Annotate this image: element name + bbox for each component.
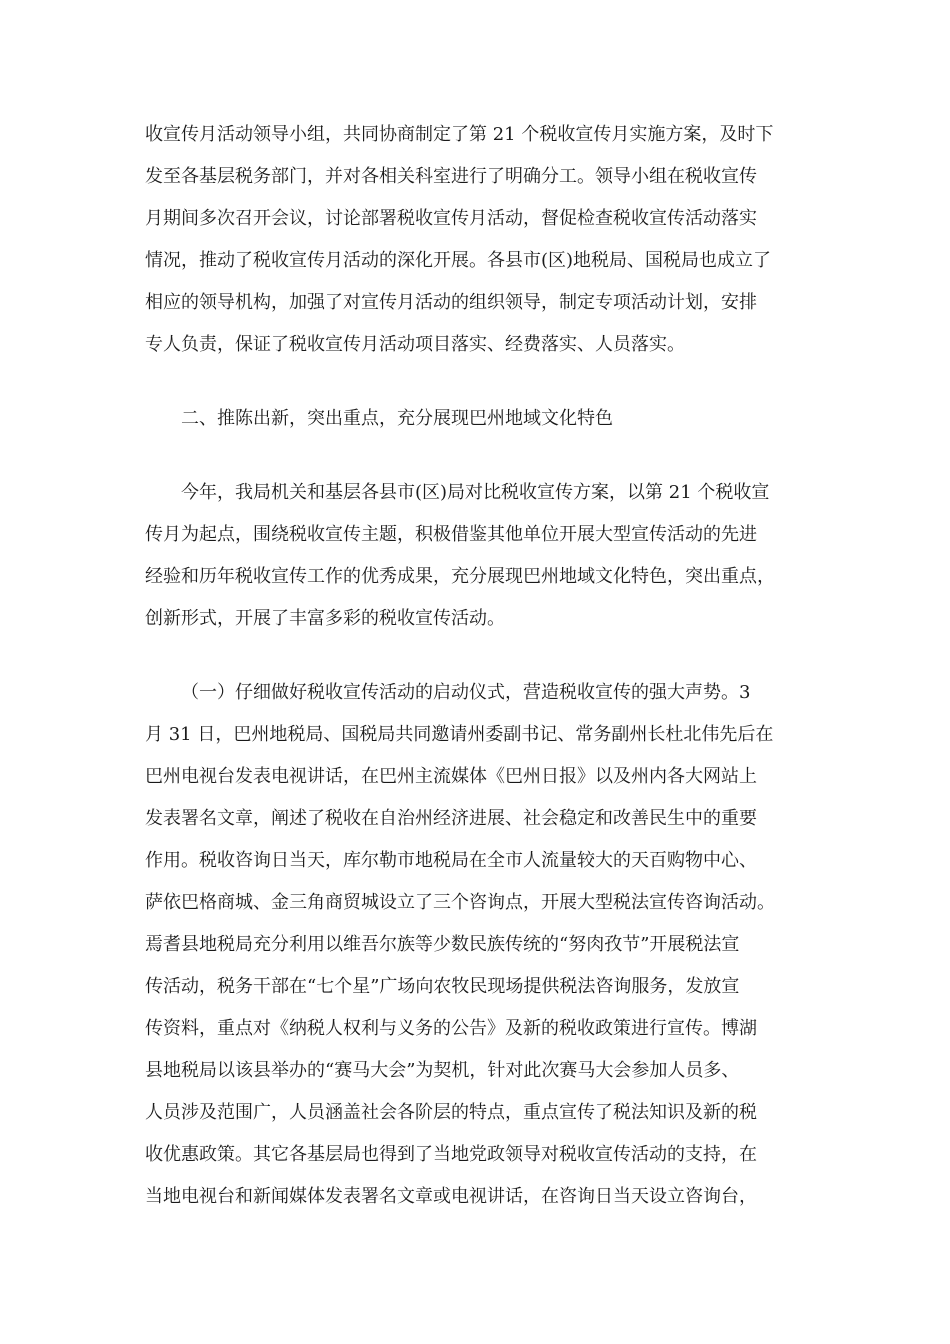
paragraph-1-line-4: 情况，推动了税收宣传月活动的深化开展。各县市(区)地税局、国税局也成立了 (145, 250, 772, 271)
paragraph-3-line-7: 焉耆县地税局充分利用以维吾尔族等少数民族传统的“努肉孜节”开展税法宣 (145, 934, 740, 955)
paragraph-2-line-3: 经验和历年税收宣传工作的优秀成果，充分展现巴州地域文化特色，突出重点， (145, 566, 775, 587)
paragraph-3-line-12: 收优惠政策。其它各基层局也得到了当地党政领导对税收宣传活动的支持，在 (145, 1144, 757, 1165)
paragraph-3-line-2: 月 31 日，巴州地税局、国税局共同邀请州委副书记、常务副州长杜北伟先后在 (145, 724, 774, 745)
paragraph-3-line-6: 萨依巴格商城、金三角商贸城设立了三个咨询点，开展大型税法宣传咨询活动。 (145, 892, 775, 913)
paragraph-3-line-3: 巴州电视台发表电视讲话，在巴州主流媒体《巴州日报》以及州内各大网站上 (145, 766, 757, 787)
paragraph-3-line-1: （一）仔细做好税收宣传活动的启动仪式，营造税收宣传的强大声势。3 (181, 682, 751, 703)
paragraph-3-line-10: 县地税局以该县举办的“赛马大会”为契机，针对此次赛马大会参加人员多、 (145, 1060, 740, 1081)
paragraph-2-line-2: 传月为起点，围绕税收宣传主题，积极借鉴其他单位开展大型宣传活动的先进 (145, 524, 757, 545)
paragraph-3-line-11: 人员涉及范围广，人员涵盖社会各阶层的特点，重点宣传了税法知识及新的税 (145, 1102, 757, 1123)
paragraph-1-line-1: 收宣传月活动领导小组，共同协商制定了第 21 个税收宣传月实施方案，及时下 (145, 124, 774, 145)
paragraph-2-line-1: 今年，我局机关和基层各县市(区)局对比税收宣传方案，以第 21 个税收宣 (181, 482, 770, 503)
paragraph-3-line-9: 传资料，重点对《纳税人权利与义务的公告》及新的税收政策进行宣传。博湖 (145, 1018, 757, 1039)
paragraph-1-line-2: 发至各基层税务部门，并对各相关科室进行了明确分工。领导小组在税收宣传 (145, 166, 757, 187)
paragraph-2-line-4: 创新形式，开展了丰富多彩的税收宣传活动。 (145, 608, 505, 629)
section-heading-2: 二、推陈出新，突出重点，充分展现巴州地域文化特色 (181, 408, 613, 429)
paragraph-3-line-8: 传活动，税务干部在“七个星”广场向农牧民现场提供税法咨询服务，发放宣 (145, 976, 740, 997)
paragraph-3-line-5: 作用。税收咨询日当天，库尔勒市地税局在全市人流量较大的天百购物中心、 (145, 850, 757, 871)
paragraph-3-line-13: 当地电视台和新闻媒体发表署名文章或电视讲话，在咨询日当天设立咨询台， (145, 1186, 757, 1207)
paragraph-3-line-4: 发表署名文章，阐述了税收在自治州经济进展、社会稳定和改善民生中的重要 (145, 808, 757, 829)
paragraph-1-line-6: 专人负责，保证了税收宣传月活动项目落实、经费落实、人员落实。 (145, 334, 685, 355)
paragraph-1-line-3: 月期间多次召开会议，讨论部署税收宣传月活动，督促检查税收宣传活动落实 (145, 208, 757, 229)
paragraph-1-line-5: 相应的领导机构，加强了对宣传月活动的组织领导，制定专项活动计划，安排 (145, 292, 757, 313)
